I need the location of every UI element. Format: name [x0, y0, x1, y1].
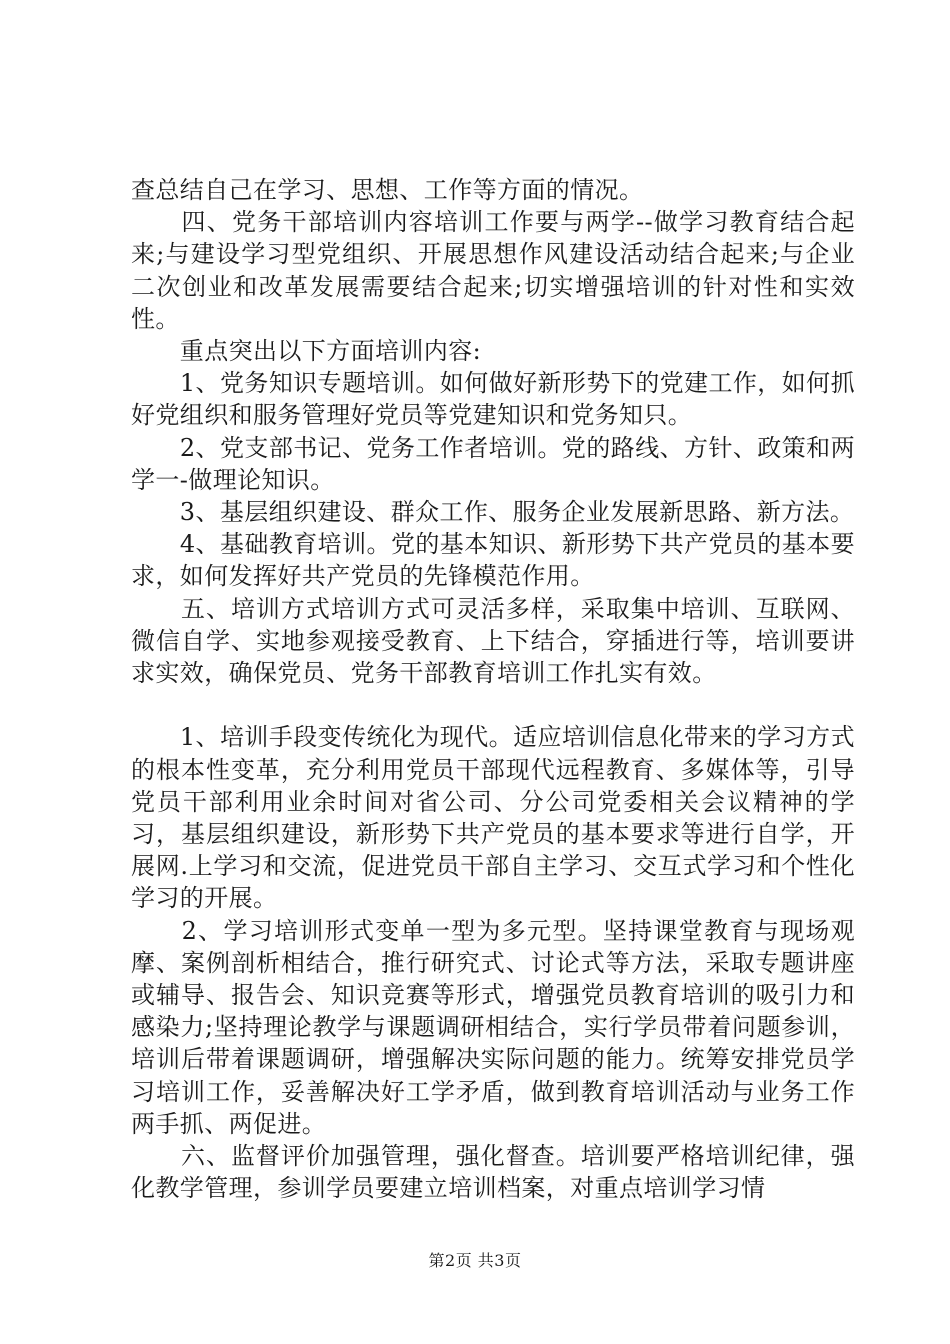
paragraph-1: 查总结自己在学习、思想、工作等方面的情况。: [131, 176, 644, 204]
paragraph-4: 1、党务知识专题培训。如何做好新形势下的党建工作，如何抓好党组织和服务管理好党员等党建知识和党务知只。: [131, 369, 855, 430]
paragraph-10: 2、学习培训形式变单一型为多元型。坚持课堂教育与现场观摩、案例剖析相结合，推行研究式、讨论式等方法，采取专题讲座或辅导、报告会、知识竞赛等形式，增强党员教育培训的吸引力和感染力;坚持理论教学与课题调研相结合，实行学员带着问题参训，培训后带着课题调研，增强解决实际问题的能力。统筹安排党员学习培训工作，妥善解决好工学矛盾，做到教育培训活动与业务工作两手抓、两促进。: [131, 916, 855, 1138]
blank-line: [131, 689, 855, 721]
document-body: [131, 174, 855, 1204]
paragraph-11: 六、监督评价加强管理，强化督查。培训要严格培训纪律，强化教学管理，参训学员要建立培训档案，对重点培训学习情: [131, 1142, 855, 1203]
page-footer: [0, 1248, 950, 1271]
paragraph-8: 五、培训方式培训方式可灵活多样，采取集中培训、互联网、微信自学、实地参观接受教育、上下结合，穿插进行等，培训要讲求实效，确保党员、党务干部教育培训工作扎实有效。: [131, 594, 855, 688]
paragraph-2: 四、党务干部培训内容培训工作要与两学--做学习教育结合起来;与建设学习型党组织、开展思想作风建设活动结合起来;与企业二次创业和改革发展需要结合起来;切实增强培训的针对性和实效性。: [131, 208, 855, 333]
paragraph-6: 3、基层组织建设、群众工作、服务企业发展新思路、新方法。: [131, 498, 855, 527]
paragraph-3: 重点突出以下方面培训内容:: [131, 337, 482, 366]
paragraph-7: 4、基础教育培训。党的基本知识、新形势下共产党员的基本要求，如何发挥好共产党员的先锋模范作用。: [131, 530, 855, 591]
paragraph-9: 1、培训手段变传统化为现代。适应培训信息化带来的学习方式的根本性变革，充分利用党员干部现代远程教育、多媒体等，引导党员干部利用业余时间对省公司、分公司党委相关会议精神的学习，基层组织建设，新形势下共产党员的基本要求等进行自学，开展网.上学习和交流，促进党员干部自主学习、交互式学习和个性化学习的开展。: [131, 723, 855, 913]
page-number-label: 第2页 共3页: [428, 1251, 522, 1270]
paragraph-5: 2、党支部书记、党务工作者培训。党的路线、方针、政策和两学一-做理论知识。: [131, 433, 855, 494]
